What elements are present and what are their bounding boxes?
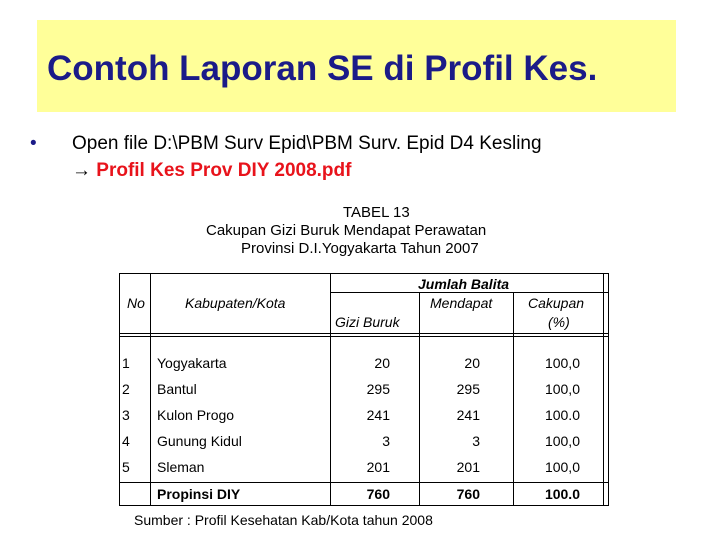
row-perawatan: 20 xyxy=(464,355,480,371)
total-region: Propinsi DIY xyxy=(157,486,241,502)
row-region: Gunung Kidul xyxy=(157,433,242,449)
row-gizi-buruk: 295 xyxy=(366,381,390,397)
row-region: Yogyakarta xyxy=(157,355,227,371)
table-heading: TABEL 13 xyxy=(343,204,410,221)
header-region: Kabupaten/Kota xyxy=(185,295,286,311)
row-perawatan: 201 xyxy=(456,459,480,475)
pdf-file-name: Profil Kes Prov DIY 2008.pdf xyxy=(96,160,352,181)
arrow-right-icon: → xyxy=(72,160,91,181)
row-cakupan: 100,0 xyxy=(544,355,580,371)
header-cakupan: Cakupan xyxy=(528,295,585,311)
row-no: 1 xyxy=(122,355,130,371)
row-cakupan: 100.0 xyxy=(544,407,580,423)
total-perawatan: 760 xyxy=(456,486,480,502)
row-gizi-buruk: 3 xyxy=(382,433,390,449)
row-cakupan: 100,0 xyxy=(544,459,580,475)
row-no: 5 xyxy=(122,459,130,475)
row-gizi-buruk: 20 xyxy=(374,355,390,371)
total-gizi: 760 xyxy=(366,486,390,502)
row-region: Sleman xyxy=(157,459,205,475)
row-perawatan: 241 xyxy=(456,407,480,423)
row-no: 2 xyxy=(122,381,130,397)
row-cakupan: 100,0 xyxy=(544,381,580,397)
row-gizi-buruk: 201 xyxy=(366,459,390,475)
table-source: Sumber : Profil Kesehatan Kab/Kota tahun 2008 xyxy=(134,512,433,528)
header-gizi-buruk: Gizi Buruk xyxy=(335,314,400,330)
total-cakupan: 100.0 xyxy=(544,486,580,502)
row-gizi-buruk: 241 xyxy=(366,407,390,423)
slide-title: Contoh Laporan SE di Profil Kes. xyxy=(47,49,598,88)
header-group: Jumlah Balita xyxy=(418,276,510,292)
header-mendapat: Mendapat xyxy=(430,295,493,311)
bullet-marker: • xyxy=(30,133,37,154)
table-subtitle-region: Provinsi D.I.Yogyakarta Tahun 2007 xyxy=(241,240,479,257)
header-no: No xyxy=(127,295,145,311)
row-no: 3 xyxy=(122,407,130,423)
row-perawatan: 295 xyxy=(456,381,480,397)
row-cakupan: 100,0 xyxy=(544,433,580,449)
row-no: 4 xyxy=(122,433,130,449)
header-percent: (%) xyxy=(548,314,570,330)
bullet-text: Open file D:\PBM Surv Epid\PBM Surv. Epid D4 Kesling xyxy=(72,133,542,154)
row-region: Bantul xyxy=(157,381,197,397)
row-perawatan: 3 xyxy=(472,433,480,449)
table-subtitle: Cakupan Gizi Buruk Mendapat Perawatan xyxy=(206,222,487,239)
row-region: Kulon Progo xyxy=(157,407,235,423)
